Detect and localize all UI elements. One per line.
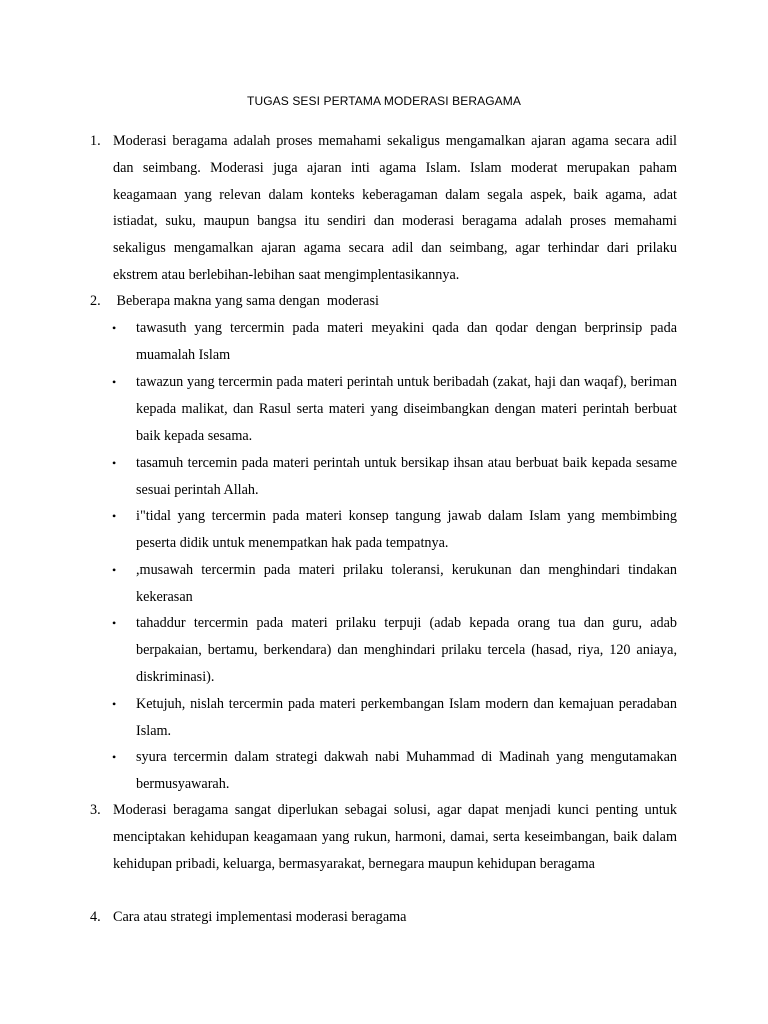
bullet-item-5: ,musawah tercermin pada materi prilaku toleransi, kerukunan dan menghindari tindakan kekerasan (136, 562, 677, 605)
list-item-3-text: Moderasi beragama sangat diperlukan sebagai solusi, agar dapat menjadi kunci penting untuk menciptakan kehidupan keagamaan yang rukun, harmoni, damai, serta keseimbangan, baik dalam kehidupan pribadi, keluarga, bermasyarakat, bernegara maupun kehidupan beragama (113, 802, 677, 872)
bullet-glyph: • (112, 616, 117, 630)
bullet-glyph: • (112, 697, 117, 711)
bullet-glyph: • (112, 375, 117, 389)
list-item-4-text: Cara atau strategi implementasi moderasi beragama (113, 909, 407, 925)
list-number-1: 1. (90, 133, 101, 149)
bullet-glyph: • (112, 456, 117, 470)
bullet-item-7: Ketujuh, nislah tercermin pada materi perkembangan Islam modern dan kemajuan peradaban Islam. (136, 696, 677, 739)
list-number-3: 3. (90, 802, 101, 818)
document-title: TUGAS SESI PERTAMA MODERASI BERAGAMA (247, 94, 521, 108)
bullet-glyph: • (112, 321, 117, 335)
bullet-glyph: • (112, 509, 117, 523)
bullet-item-4: i"tidal yang tercermin pada materi konsep tangung jawab dalam Islam yang membimbing peserta didik untuk menempatkan hak pada tempatnya. (136, 508, 677, 551)
bullet-item-6: tahaddur tercermin pada materi prilaku terpuji (adab kepada orang tua dan guru, adab berpakaian, bertamu, berkendara) dan menghindari prilaku tercela (hasad, riya, 120 aniaya, diskriminasi). (136, 615, 677, 685)
bullet-item-8: syura tercermin dalam strategi dakwah nabi Muhammad di Madinah yang mengutamakan bermusyawarah. (136, 749, 677, 792)
bullet-item-1: tawasuth yang tercermin pada materi meyakini qada dan qodar dengan berprinsip pada muamalah Islam (136, 320, 677, 363)
list-number-2: 2. (90, 293, 101, 309)
list-item-1-text: Moderasi beragama adalah proses memahami sekaligus mengamalkan ajaran agama secara adil dan seimbang. Moderasi juga ajaran inti agama Islam. Islam moderat merupakan paham keagamaan yang relevan dalam konteks keberagaman dalam segala aspek, baik agama, adat istiadat, suku, maupun bangsa itu sendiri dan moderasi beragama adalah proses memahami sekaligus mengamalkan ajaran agama secara adil dan seimbang, agar terhindar dari prilaku ekstrem atau berlebihan-lebihan saat mengimplentasikannya. (113, 133, 677, 283)
list-number-4: 4. (90, 909, 101, 925)
bullet-item-2: tawazun yang tercermin pada materi perintah untuk beribadah (zakat, haji dan waqaf), beriman kepada malikat, dan Rasul serta materi yang diseimbangkan dengan materi perintah berbuat baik kepada sesama. (136, 374, 677, 444)
bullet-item-3: tasamuh tercemin pada materi perintah untuk bersikap ihsan atau berbuat baik kepada sesame sesuai perintah Allah. (136, 455, 677, 498)
list-item-2-text: Beberapa makna yang sama dengan moderasi (113, 293, 379, 309)
bullet-glyph: • (112, 563, 117, 577)
bullet-glyph: • (112, 750, 117, 764)
